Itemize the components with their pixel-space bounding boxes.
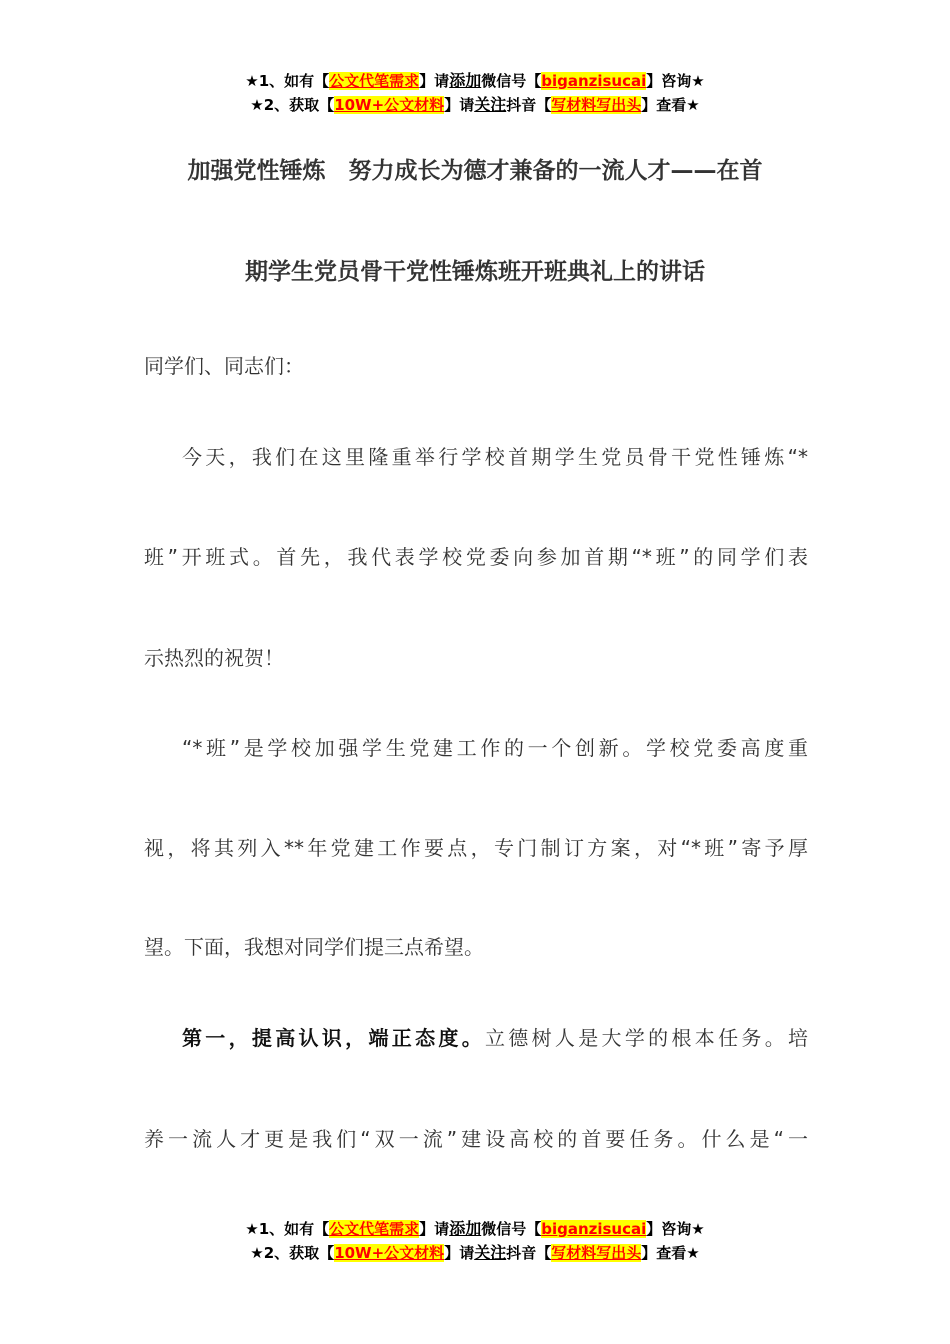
footer-banner-line-2	[0, 1241, 950, 1265]
paragraph-line	[144, 1022, 808, 1051]
paragraph-line: “*班”是学校加强学生党建工作的一个创新。学校党委高度重	[182, 736, 808, 760]
paragraph-line: 班”开班式。首先，我代表学校党委向参加首期“*班”的同学们表	[144, 545, 808, 569]
banner-douyin-id: 写材料写出头	[551, 1244, 642, 1262]
banner-text: 抖音【	[506, 96, 552, 114]
banner-text: ★2、获取【	[250, 96, 335, 114]
footer-banner	[0, 1217, 950, 1265]
paragraph-line: 今天，我们在这里隆重举行学校首期学生党员骨干党性锤炼“*	[182, 445, 808, 469]
banner-text: 】查看★	[641, 1244, 700, 1262]
banner-text: ★1、如有【	[245, 72, 330, 90]
header-banner-line-2	[0, 93, 950, 117]
banner-emphasis: 添加	[449, 1219, 482, 1238]
banner-emphasis: 关注	[474, 95, 507, 114]
banner-highlight: 10W+公文材料	[334, 96, 445, 114]
document-title-line-1: 加强党性锤炼 努力成长为德才兼备的一流人才——在首	[187, 158, 763, 184]
banner-text: 】请	[419, 1220, 450, 1238]
banner-text: 】请	[419, 72, 450, 90]
banner-text: 】查看★	[641, 96, 700, 114]
banner-text: 】咨询★	[646, 72, 705, 90]
header-banner-line-1	[0, 69, 950, 93]
paragraph-line: 望。下面，我想对同学们提三点希望。	[144, 935, 484, 959]
banner-douyin-id: 写材料写出头	[551, 96, 642, 114]
document-title-line-2: 期学生党员骨干党性锤炼班开班典礼上的讲话	[245, 259, 705, 285]
section-heading: 第一，提高认识，端正态度。	[182, 1026, 485, 1050]
banner-wechat-id: biganzisucai	[541, 72, 647, 90]
banner-text: 】咨询★	[646, 1220, 705, 1238]
footer-banner-line-1	[0, 1217, 950, 1241]
banner-emphasis: 添加	[449, 71, 482, 90]
header-banner	[0, 69, 950, 117]
greeting: 同学们、同志们：	[144, 354, 304, 378]
banner-highlight: 公文代笔需求	[329, 1220, 420, 1238]
paragraph-text: 立德树人是大学的根本任务。培	[485, 1026, 808, 1050]
banner-text: 抖音【	[506, 1244, 552, 1262]
banner-highlight: 10W+公文材料	[334, 1244, 445, 1262]
banner-text: 微信号【	[481, 72, 542, 90]
banner-emphasis: 关注	[474, 1243, 507, 1262]
paragraph-line: 视，将其列入**年党建工作要点，专门制订方案，对“*班”寄予厚	[144, 836, 808, 860]
banner-text: ★1、如有【	[245, 1220, 330, 1238]
banner-wechat-id: biganzisucai	[541, 1220, 647, 1238]
banner-text: ★2、获取【	[250, 1244, 335, 1262]
paragraph-line: 示热烈的祝贺！	[144, 646, 284, 670]
banner-text: 】请	[444, 1244, 475, 1262]
paragraph-line: 养一流人才更是我们“双一流”建设高校的首要任务。什么是“一	[144, 1127, 808, 1151]
banner-highlight: 公文代笔需求	[329, 72, 420, 90]
banner-text: 微信号【	[481, 1220, 542, 1238]
banner-text: 】请	[444, 96, 475, 114]
